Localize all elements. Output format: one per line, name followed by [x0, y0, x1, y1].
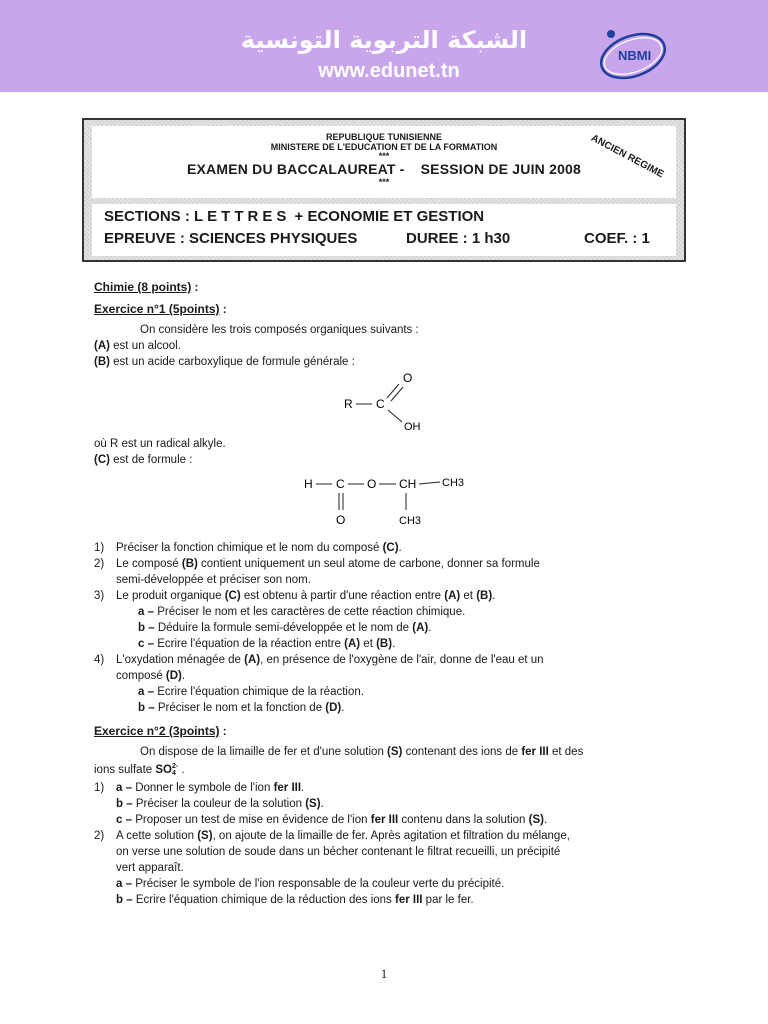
chimie-heading: Chimie (8 points) — [94, 280, 192, 294]
coef-text: COEF. : 1 — [584, 230, 650, 247]
exam-content: Chimie (8 points) : Exercice n°1 (5points) : On considère les trois composés organiques suivants : (A) est un alcool. (B) est un acide carboxylique de formule générale : R C O OH où R est un radical alkyle. (C) est de formule : H C O CH CH3 O CH3 1) Préciser la fonction chimique et le nom du composé (C). 2) Le composé (B) contient uniquement un seul atome de carbone, donner sa formule semi-développée et préciser son nom. 3) Le produit organique (C) est obtenu à partir d'une réaction entre (A) et (B). a – Préciser le nom et les caractères de cette réaction chimique. b – Déduire la formule semi-développée et le nom de (A). c – Ecrire l'équation de la réaction entre (A) et (B). 4) L'oxydation ménagée de (A), en présence de l'oxygène de l'air, donne de l'eau et un composé (D). a – Ecrire l'équation chimique de la réaction. b – Préciser le nom et la fonction de (D). Exercice n°2 (3points) : On dispose de la limaille de fer et d'une solution (S) contenant des ions de fer III et des ions sulfate SO 2- 4 . 1) a – Donner le symbole de l'ion fer III. b – Préciser la couleur de la solution (S). c – Proposer un test de mise en évidence de l'ion fer III contenu dans la solution (S). 2) A cette solution (S), on ajoute de la limaille de fer. Après agitation et filtration du mélange, on verse une solution de soude dans un bécher contenant le filtrat recueilli, un précipité vert apparaît. a – Préciser le symbole de l'ion responsable de la couleur verte du précipité. b – Ecrire l'équation chimique de la réduction des ions fer III par le fer. — [94, 278, 694, 908]
formula-c-h: H — [304, 477, 313, 491]
ex1-q3: 3) Le produit organique (C) est obtenu à partir d'une réaction entre (A) et (B). — [94, 590, 496, 602]
ancien-regime-stamp: ANCIEN REGIME — [587, 131, 668, 182]
ex1-r-line: où R est un radical alkyle. — [94, 438, 226, 450]
ex2-q2a: a – Préciser le symbole de l'ion responsable de la couleur verte du précipité. — [116, 878, 505, 890]
ex1-q4-cont: composé (D). — [116, 670, 186, 682]
ex1-q3a: a – Préciser le nom et les caractères de cette réaction chimique. — [138, 606, 466, 618]
stars-bottom: *** — [378, 177, 390, 187]
republic-line: REPUBLIQUE TUNISIENNE — [325, 132, 442, 142]
exam-title-right: SESSION DE JUIN 2008 — [420, 161, 582, 177]
ex1-b-line: (B) est un acide carboxylique de formule générale : — [94, 356, 355, 368]
banner-arabic-title: الشبكة التربوية التونسية — [240, 26, 528, 54]
ex1-a-line: (A) est un alcool. — [94, 340, 181, 352]
ex1-q4: 4) L'oxydation ménagée de (A), en présence de l'oxygène de l'air, donne de l'eau et un — [94, 654, 544, 666]
page-number: 1 — [380, 966, 388, 981]
formula-c-c: C — [336, 477, 345, 491]
formula-c-ch: CH — [399, 477, 417, 491]
ex2-q1a: 1) a – Donner le symbole de l'ion fer III. — [94, 782, 305, 794]
formula-b-oh: OH — [404, 421, 421, 433]
ministry-line: MINISTERE DE L'EDUCATION ET DE LA FORMATION — [270, 142, 498, 152]
ex2-intro: On dispose de la limaille de fer et d'une solution (S) contenant des ions de fer III et des — [140, 746, 584, 758]
exam-title-left: EXAMEN DU BACCALAUREAT - — [186, 161, 405, 177]
exam-title — [92, 160, 676, 178]
formula-c-o2: O — [336, 513, 346, 527]
ex1-q4a: a – Ecrire l'équation chimique de la réaction. — [138, 686, 364, 698]
banner-url[interactable]: www.edunet.tn — [318, 60, 460, 82]
ex2-q2b: b – Ecrire l'équation chimique de la réduction des ions fer III par le fer. — [116, 894, 474, 906]
ex2-q2-cont2: vert apparaît. — [116, 862, 184, 874]
ex1-q2: 2) Le composé (B) contient uniquement un seul atome de carbone, donner sa formule — [94, 558, 540, 570]
ex2-q1b: b – Préciser la couleur de la solution (S). — [116, 798, 324, 810]
exam-header-bottom — [92, 204, 676, 256]
nbmi-logo-text: NBMI — [618, 48, 652, 63]
ex1-q3c: c – Ecrire l'équation de la réaction entre (A) et (B). — [138, 638, 396, 650]
sections-label: SECTIONS : — [104, 208, 190, 225]
ex1-q3b: b – Déduire la formule semi-développée et le nom de (A). — [138, 622, 432, 634]
formula-c-ch3a: CH3 — [442, 477, 465, 489]
sections-rest: + ECONOMIE ET GESTION — [294, 208, 485, 225]
ex1-c-line: (C) est de formule : — [94, 454, 193, 466]
edunet-banner — [0, 0, 768, 92]
nbmi-logo — [596, 20, 670, 86]
formula-c-diagram — [94, 468, 694, 534]
ex2-q1c: c – Proposer un test de mise en évidence de l'ion fer III contenu dans la solution (S). — [116, 814, 548, 826]
exam-header-top — [92, 126, 676, 198]
duree-text: DUREE : 1 h30 — [406, 230, 511, 247]
sections-lettres: LETTRES — [194, 208, 291, 225]
ex2-q2-cont1: on verse une solution de soude dans un bécher contenant le filtrat recueilli, un précipité — [116, 846, 561, 858]
ex1-q1: 1) Préciser la fonction chimique et le nom du composé (C). — [94, 542, 402, 554]
ex2-q2: 2) A cette solution (S), on ajoute de la limaille de fer. Après agitation et filtration du mélange, — [94, 830, 570, 842]
exam-header-box — [82, 118, 686, 262]
ex1-q4b: b – Préciser le nom et la fonction de (D). — [138, 702, 345, 714]
stars-top: *** — [378, 151, 390, 161]
sections-row — [104, 208, 484, 225]
ex1-heading: Exercice n°1 (5points) — [94, 302, 220, 316]
epreuve-text: EPREUVE : SCIENCES PHYSIQUES — [104, 230, 358, 247]
ex1-intro: On considère les trois composés organiques suivants : — [140, 324, 419, 336]
ex2-intro-cont: ions sulfate SO 2- 4 . — [94, 762, 185, 777]
ex2-heading: Exercice n°2 (3points) — [94, 724, 220, 738]
formula-b-o: O — [403, 371, 413, 385]
ex1-q2-cont: semi-développée et préciser son nom. — [116, 574, 311, 586]
formula-c-ch3b: CH3 — [399, 515, 422, 527]
formula-b-c: C — [376, 397, 385, 411]
formula-b-r: R — [344, 397, 353, 411]
sulfate-formula: SO 2- 4 — [155, 762, 179, 777]
formula-c-o1: O — [367, 477, 377, 491]
formula-b-diagram — [94, 370, 694, 436]
